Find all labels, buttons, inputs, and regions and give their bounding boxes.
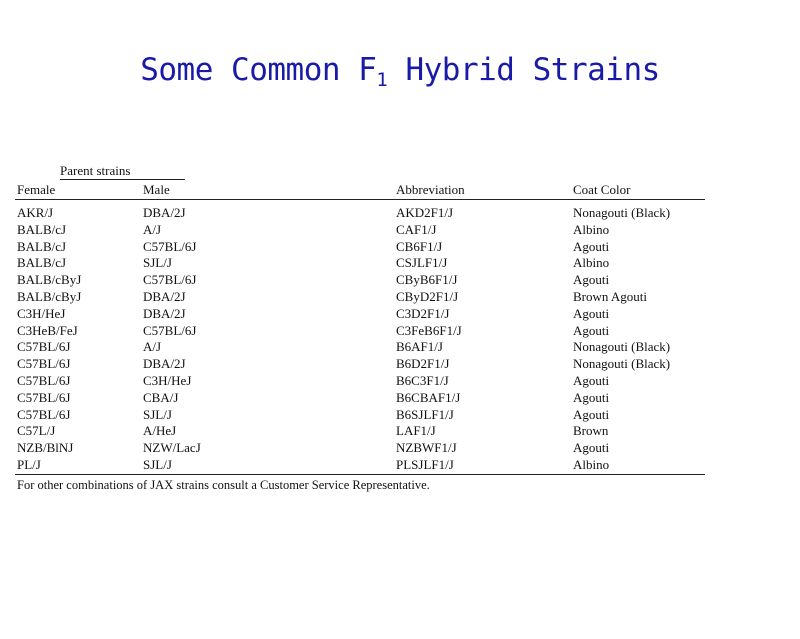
abbreviation-cell: LAF1/J	[396, 423, 436, 439]
abbreviation-cell: CByB6F1/J	[396, 272, 458, 288]
coat-color-cell: Agouti	[573, 272, 610, 288]
female-cell: C57BL/6J	[17, 372, 71, 388]
table-row	[15, 323, 705, 340]
male-cell: DBA/2J	[143, 305, 186, 321]
coat-color-cell: Albino	[573, 221, 610, 237]
table-body	[15, 205, 705, 474]
female-cell: C3H/HeJ	[17, 305, 66, 321]
table-row	[15, 255, 705, 272]
table-row	[15, 205, 705, 222]
male-cell: A/HeJ	[143, 423, 177, 439]
table-row	[15, 272, 705, 289]
table-row	[15, 373, 705, 390]
male-cell: C3H/HeJ	[143, 372, 192, 388]
coat-color-cell: Albino	[573, 456, 610, 472]
abbreviation-cell: CB6F1/J	[396, 238, 443, 254]
female-cell: C3HeB/FeJ	[17, 322, 78, 338]
male-cell: SJL/J	[143, 406, 172, 422]
male-cell: DBA/2J	[143, 288, 186, 304]
abbreviation-cell: B6SJLF1/J	[396, 406, 454, 422]
male-cell: SJL/J	[143, 255, 172, 271]
female-cell: BALB/cByJ	[17, 272, 82, 288]
coat-color-cell: Albino	[573, 255, 610, 271]
page-title	[0, 52, 800, 91]
female-cell: C57BL/6J	[17, 356, 71, 372]
male-cell: NZW/LacJ	[143, 440, 201, 456]
coat-color-cell: Nonagouti (Black)	[573, 205, 671, 220]
table-header-row	[15, 180, 705, 199]
female-cell: C57BL/6J	[17, 406, 71, 422]
table-row	[15, 423, 705, 440]
table-row	[15, 407, 705, 424]
female-cell: BALB/cJ	[17, 238, 67, 254]
abbreviation-cell: B6AF1/J	[396, 339, 443, 355]
header-female: Female	[17, 182, 56, 197]
header-coat-color: Coat Color	[573, 182, 631, 197]
female-cell: PL/J	[17, 456, 41, 472]
header-male: Male	[143, 182, 170, 197]
abbreviation-cell: B6C3F1/J	[396, 372, 449, 388]
parent-strains-label: Parent strains	[60, 163, 131, 178]
abbreviation-cell: C3FeB6F1/J	[396, 322, 462, 338]
female-cell: BALB/cJ	[17, 255, 67, 271]
header-abbreviation: Abbreviation	[396, 182, 465, 197]
coat-color-cell: Brown Agouti	[573, 288, 648, 304]
female-cell: BALB/cJ	[17, 221, 67, 237]
abbreviation-cell: CSJLF1/J	[396, 255, 448, 271]
male-cell: CBA/J	[143, 389, 179, 405]
bottom-rule	[15, 474, 705, 475]
table-row	[15, 390, 705, 407]
male-cell: A/J	[143, 221, 162, 237]
table-row	[15, 306, 705, 323]
female-cell: BALB/cByJ	[17, 288, 82, 304]
title-subscript: 1	[376, 69, 388, 91]
abbreviation-cell: C3D2F1/J	[396, 305, 450, 321]
abbreviation-cell: CAF1/J	[396, 221, 437, 237]
coat-color-cell: Nonagouti (Black)	[573, 356, 671, 372]
table-row	[15, 239, 705, 256]
title-main: Some Common F	[140, 52, 377, 88]
male-cell: C57BL/6J	[143, 322, 197, 338]
female-cell: C57BL/6J	[17, 339, 71, 355]
abbreviation-cell: PLSJLF1/J	[396, 456, 454, 472]
title-rest: Hybrid Strains	[387, 52, 660, 88]
abbreviation-cell: B6D2F1/J	[396, 356, 450, 372]
table-row	[15, 457, 705, 474]
abbreviation-cell: B6CBAF1/J	[396, 389, 461, 405]
female-cell: NZB/BlNJ	[17, 440, 74, 456]
female-cell: AKR/J	[17, 205, 54, 220]
table-row	[15, 222, 705, 239]
male-cell: DBA/2J	[143, 356, 186, 372]
table-footnote: For other combinations of JAX strains consult a Customer Service Representative.	[17, 477, 430, 492]
male-cell: DBA/2J	[143, 205, 186, 220]
table-row	[15, 440, 705, 457]
table-row	[15, 339, 705, 356]
coat-color-cell: Agouti	[573, 389, 610, 405]
table-row	[15, 356, 705, 373]
abbreviation-cell: NZBWF1/J	[396, 440, 457, 456]
coat-color-cell: Agouti	[573, 440, 610, 456]
coat-color-cell: Agouti	[573, 406, 610, 422]
abbreviation-cell: CByD2F1/J	[396, 288, 459, 304]
coat-color-cell: Agouti	[573, 305, 610, 321]
coat-color-cell: Agouti	[573, 238, 610, 254]
female-cell: C57BL/6J	[17, 389, 71, 405]
male-cell: C57BL/6J	[143, 238, 197, 254]
hybrid-strains-table	[15, 162, 705, 493]
coat-color-cell: Agouti	[573, 322, 610, 338]
table-row	[15, 289, 705, 306]
male-cell: SJL/J	[143, 456, 172, 472]
coat-color-cell: Brown	[573, 423, 609, 439]
male-cell: A/J	[143, 339, 162, 355]
coat-color-cell: Agouti	[573, 372, 610, 388]
abbreviation-cell: AKD2F1/J	[396, 205, 454, 220]
coat-color-cell: Nonagouti (Black)	[573, 339, 671, 355]
male-cell: C57BL/6J	[143, 272, 197, 288]
female-cell: C57L/J	[17, 423, 56, 439]
